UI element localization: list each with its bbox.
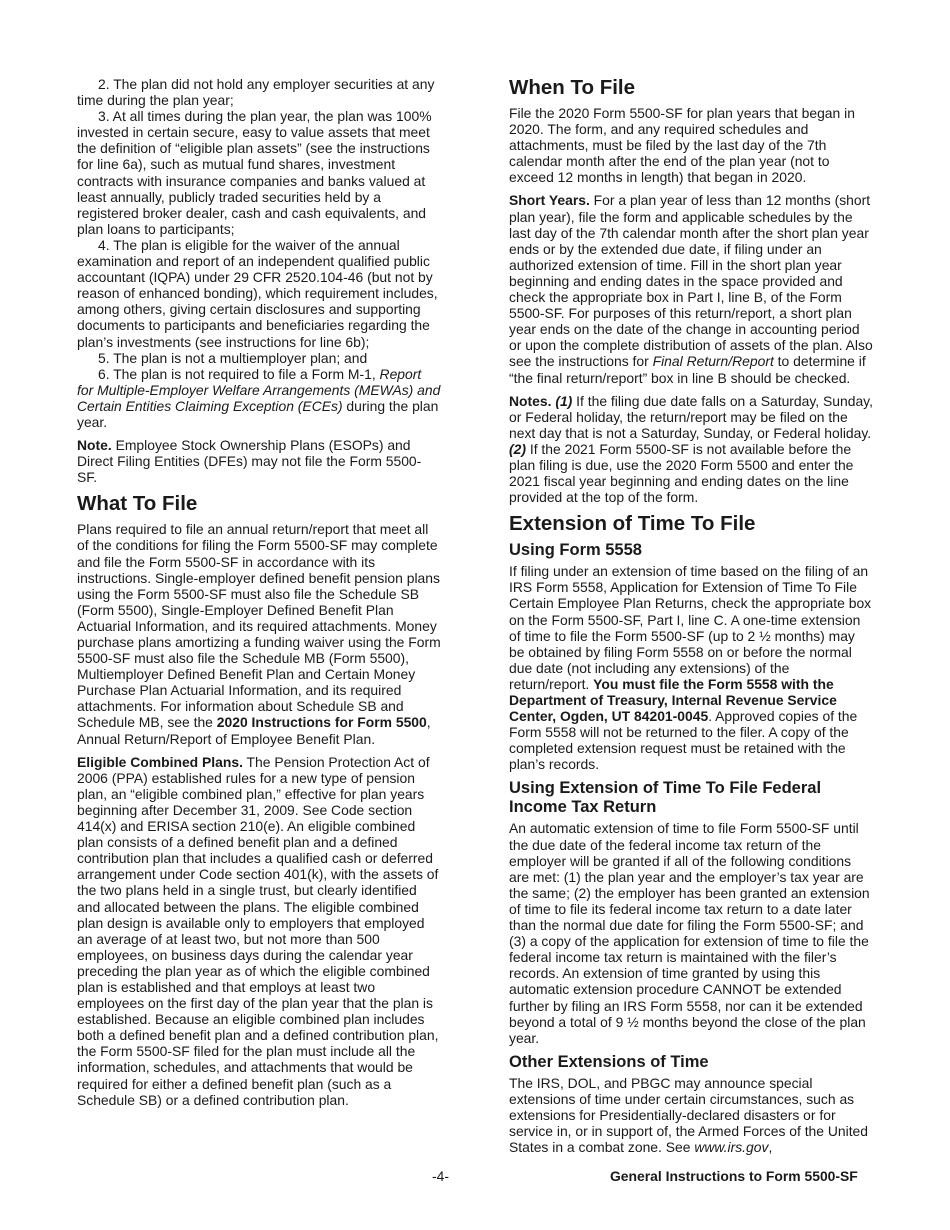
- short-years-text: For a plan year of less than 12 months (short plan year), file the form and applicable schedules by the last day of the 7th calendar month after the short plan year ends or by the extended due date, if filing under an authorized extension of time. Fill in the short plan year beginning and ending dates in the space provided and check the appropriate box in Part I, line B, of the Form 5500-SF. For purposes of this return/report, a short plan year ends on the date of the change in accounting period or upon the complete distribution of assets of the plan. Also see the instructions for: [509, 192, 873, 370]
- page-number: -4-: [432, 1168, 449, 1184]
- what-to-file-text: Plans required to file an annual return/report that meet all of the conditions for filing the Form 5500-SF may complete and file the Form 5500-SF in accordance with its instructions. Single-employer defined benefit pension plans using the Form 5500-SF must also file the Schedule SB (Form 5500), Single-Employer Defined Benefit Plan Actuarial Information, and its required attachments. Money purchase plans amortizing a funding waiver using the Form 5500-SF must also file the Schedule MB (Form 5500), Multiemployer Defined Benefit Plan and Certain Money Purchase Plan Actuarial Information, and its required attachments. For information about Schedule SB and Schedule MB, see the: [77, 521, 441, 731]
- form-5558-end: . Approved copies of the Form 5558 will not be returned to the filer. A copy of the completed extension request must be retained with the plan’s records.: [509, 708, 858, 773]
- note-1-text: If the filing due date falls on a Saturday, Sunday, or Federal holiday, the return/report may be filed on the next day that is not a Saturday, Sunday, or Federal holiday.: [509, 392, 873, 441]
- eligible-combined-plans-text: The Pension Protection Act of 2006 (PPA) established rules for a new type of pension plan, an “eligible combined plan,” effective for plan years beginning after December 31, 2009. See Code section 414(x) and ERISA section 210(e). An eligible combined plan consists of a defined benefit plan and a defined contribution plan that includes a qualified cash or deferred arrangement under Code section 401(k), with the assets of the two plans held in a single trust, but clearly identified and allocated between the plans. The eligible combined plan design is available only to employers that employed an average of at least two, but not more than 500 employees, on business days during the calendar year preceding the plan year as of which the eligible combined plan is established and that employs at least two employees on the first day of the plan year that the plan is established. Because an eligible combined plan includes both a defined benefit plan and a defined contribution plan, the Form 5500-SF filed for the plan must include all the information, schedules, and attachments that would be required for either a defined benefit plan (such as a Schedule SB) or a defined contribution plan.: [77, 753, 439, 1108]
- heading-when-to-file: When To File: [509, 76, 636, 99]
- form-m1-title: Report for Multiple-Employer Welfare Arrangements (MEWAs) and Certain Entities Claiming Exception (ECEs): [77, 365, 441, 414]
- list-item-6: [77, 366, 441, 430]
- list-item-4: 4. The plan is eligible for the waiver of the annual examination and report of an independent qualified public accountant (IQPA) under 29 CFR 2520.104-46 (but not by reason of enhanced bonding), which requirement includes, among others, giving certain disclosures and supporting documents to participants and beneficiaries regarding the plan’s investments (see instructions for line 6b);: [77, 236, 438, 350]
- list-item-6-end: during the plan year.: [77, 397, 439, 430]
- note-text: Employee Stock Ownership Plans (ESOPs) and Direct Filing Entities (DFEs) may not file the Form 5500-SF.: [77, 437, 422, 486]
- list-item-3: 3. At all times during the plan year, the plan was 100% invested in certain secure, easy to value assets that meet the definition of “eligible plan assets” (see the instructions for line 6a), such as mutual fund shares, investment contracts with insurance companies and banks valued at least annually, publicly traded securities held by a registered broker dealer, cash and cash equivalents, and plan loans to participants;: [77, 108, 432, 237]
- irs-website-link[interactable]: www.irs.gov: [694, 1139, 769, 1156]
- eligible-combined-plans-paragraph: [77, 754, 441, 1108]
- other-extensions-paragraph: [509, 1075, 873, 1155]
- notes-label: Notes.: [509, 392, 552, 409]
- other-extensions-text: The IRS, DOL, and PBGC may announce special extensions of time under certain circumstances, such as extensions for Presidentially-declared disasters or for service in, or in support of, the Armed Forces of the United States in a combat zone. See: [509, 1074, 869, 1156]
- form-5558-paragraph: [509, 563, 873, 772]
- instructions-title: 2020 Instructions for Form 5500: [216, 714, 427, 731]
- left-column: [77, 76, 441, 1115]
- list-item-5: 5. The plan is not a multiemployer plan; and: [98, 349, 368, 366]
- note-paragraph: [77, 437, 441, 485]
- what-to-file-end: , Annual Return/Report of Employee Benefit Plan.: [77, 714, 431, 747]
- right-column: [509, 76, 873, 1162]
- heading-federal-extension: Using Extension of Time To File Federal Income Tax Return: [509, 779, 822, 817]
- heading-other-extensions: Other Extensions of Time: [509, 1052, 709, 1071]
- notes-paragraph: [509, 393, 873, 506]
- heading-extension-of-time: Extension of Time To File: [509, 512, 756, 536]
- what-to-file-paragraph: [77, 521, 441, 746]
- heading-using-form-5558: Using Form 5558: [509, 541, 642, 560]
- short-years-paragraph: [509, 192, 873, 385]
- federal-extension-paragraph: An automatic extension of time to file Form 5500-SF until the due date of the federal income tax return of the employer will be granted if all of the following conditions are met: (1) the plan year and the employer’s tax year are the same; (2) the employer has been granted an extension of time to file its federal income tax return to a date later than the normal due date for filing the Form 5500-SF; and (3) a copy of the application for extension of time to file the federal income tax return is maintained with the filer’s records. An extension of time granted by using this automatic extension procedure CANNOT be extended further by filing an IRS Form 5558, nor can it be extended beyond a total of 9 ½ months beyond the close of the plan year.: [509, 820, 870, 1046]
- final-return-link-text: Final Return/Report: [652, 353, 774, 370]
- form-5558-text: If filing under an extension of time based on the filing of an IRS Form 5558, Application for Extension of Time To File Certain Employee Plan Returns, check the appropriate box on the Form 5500-SF, Part I, line C. A one-time extension of time to file the Form 5500-SF (up to 2 ½ months) may be obtained by filing Form 5558 on or before the normal due date (not including any extensions) of the return/report.: [509, 563, 872, 692]
- heading-what-to-file: What To File: [77, 492, 198, 516]
- note-1-label: (1): [555, 392, 573, 409]
- note-2-label: (2): [509, 440, 526, 457]
- short-years-end: to determine if “the final return/report” box in line B should be checked.: [509, 353, 866, 386]
- note-2-text: If the 2021 Form 5500-SF is not available before the plan filing is due, use the 2020 Form 5500 and enter the 2021 fiscal year beginning and ending dates on the line provided at the top of the form.: [509, 440, 854, 506]
- footer-title: General Instructions to Form 5500-SF: [610, 1168, 858, 1184]
- form-5558-address: You must file the Form 5558 with the Department of Treasury, Internal Revenue Service Center, Ogden, UT 84201-0045: [509, 675, 837, 725]
- list-item-2: 2. The plan did not hold any employer securities at any time during the plan year;: [77, 76, 435, 109]
- eligible-combined-plans-label: Eligible Combined Plans.: [77, 753, 243, 770]
- short-years-label: Short Years.: [509, 192, 590, 209]
- other-extensions-end: ,: [768, 1139, 773, 1156]
- list-item-6-text: 6. The plan is not required to file a Form M-1,: [98, 365, 380, 382]
- when-to-file-paragraph: File the 2020 Form 5500-SF for plan years that began in 2020. The form, and any required schedules and attachments, must be filed by the last day of the 7th calendar month after the end of the plan year (not to exceed 12 months in length) that began in 2020.: [509, 105, 855, 186]
- note-label: Note.: [77, 437, 112, 454]
